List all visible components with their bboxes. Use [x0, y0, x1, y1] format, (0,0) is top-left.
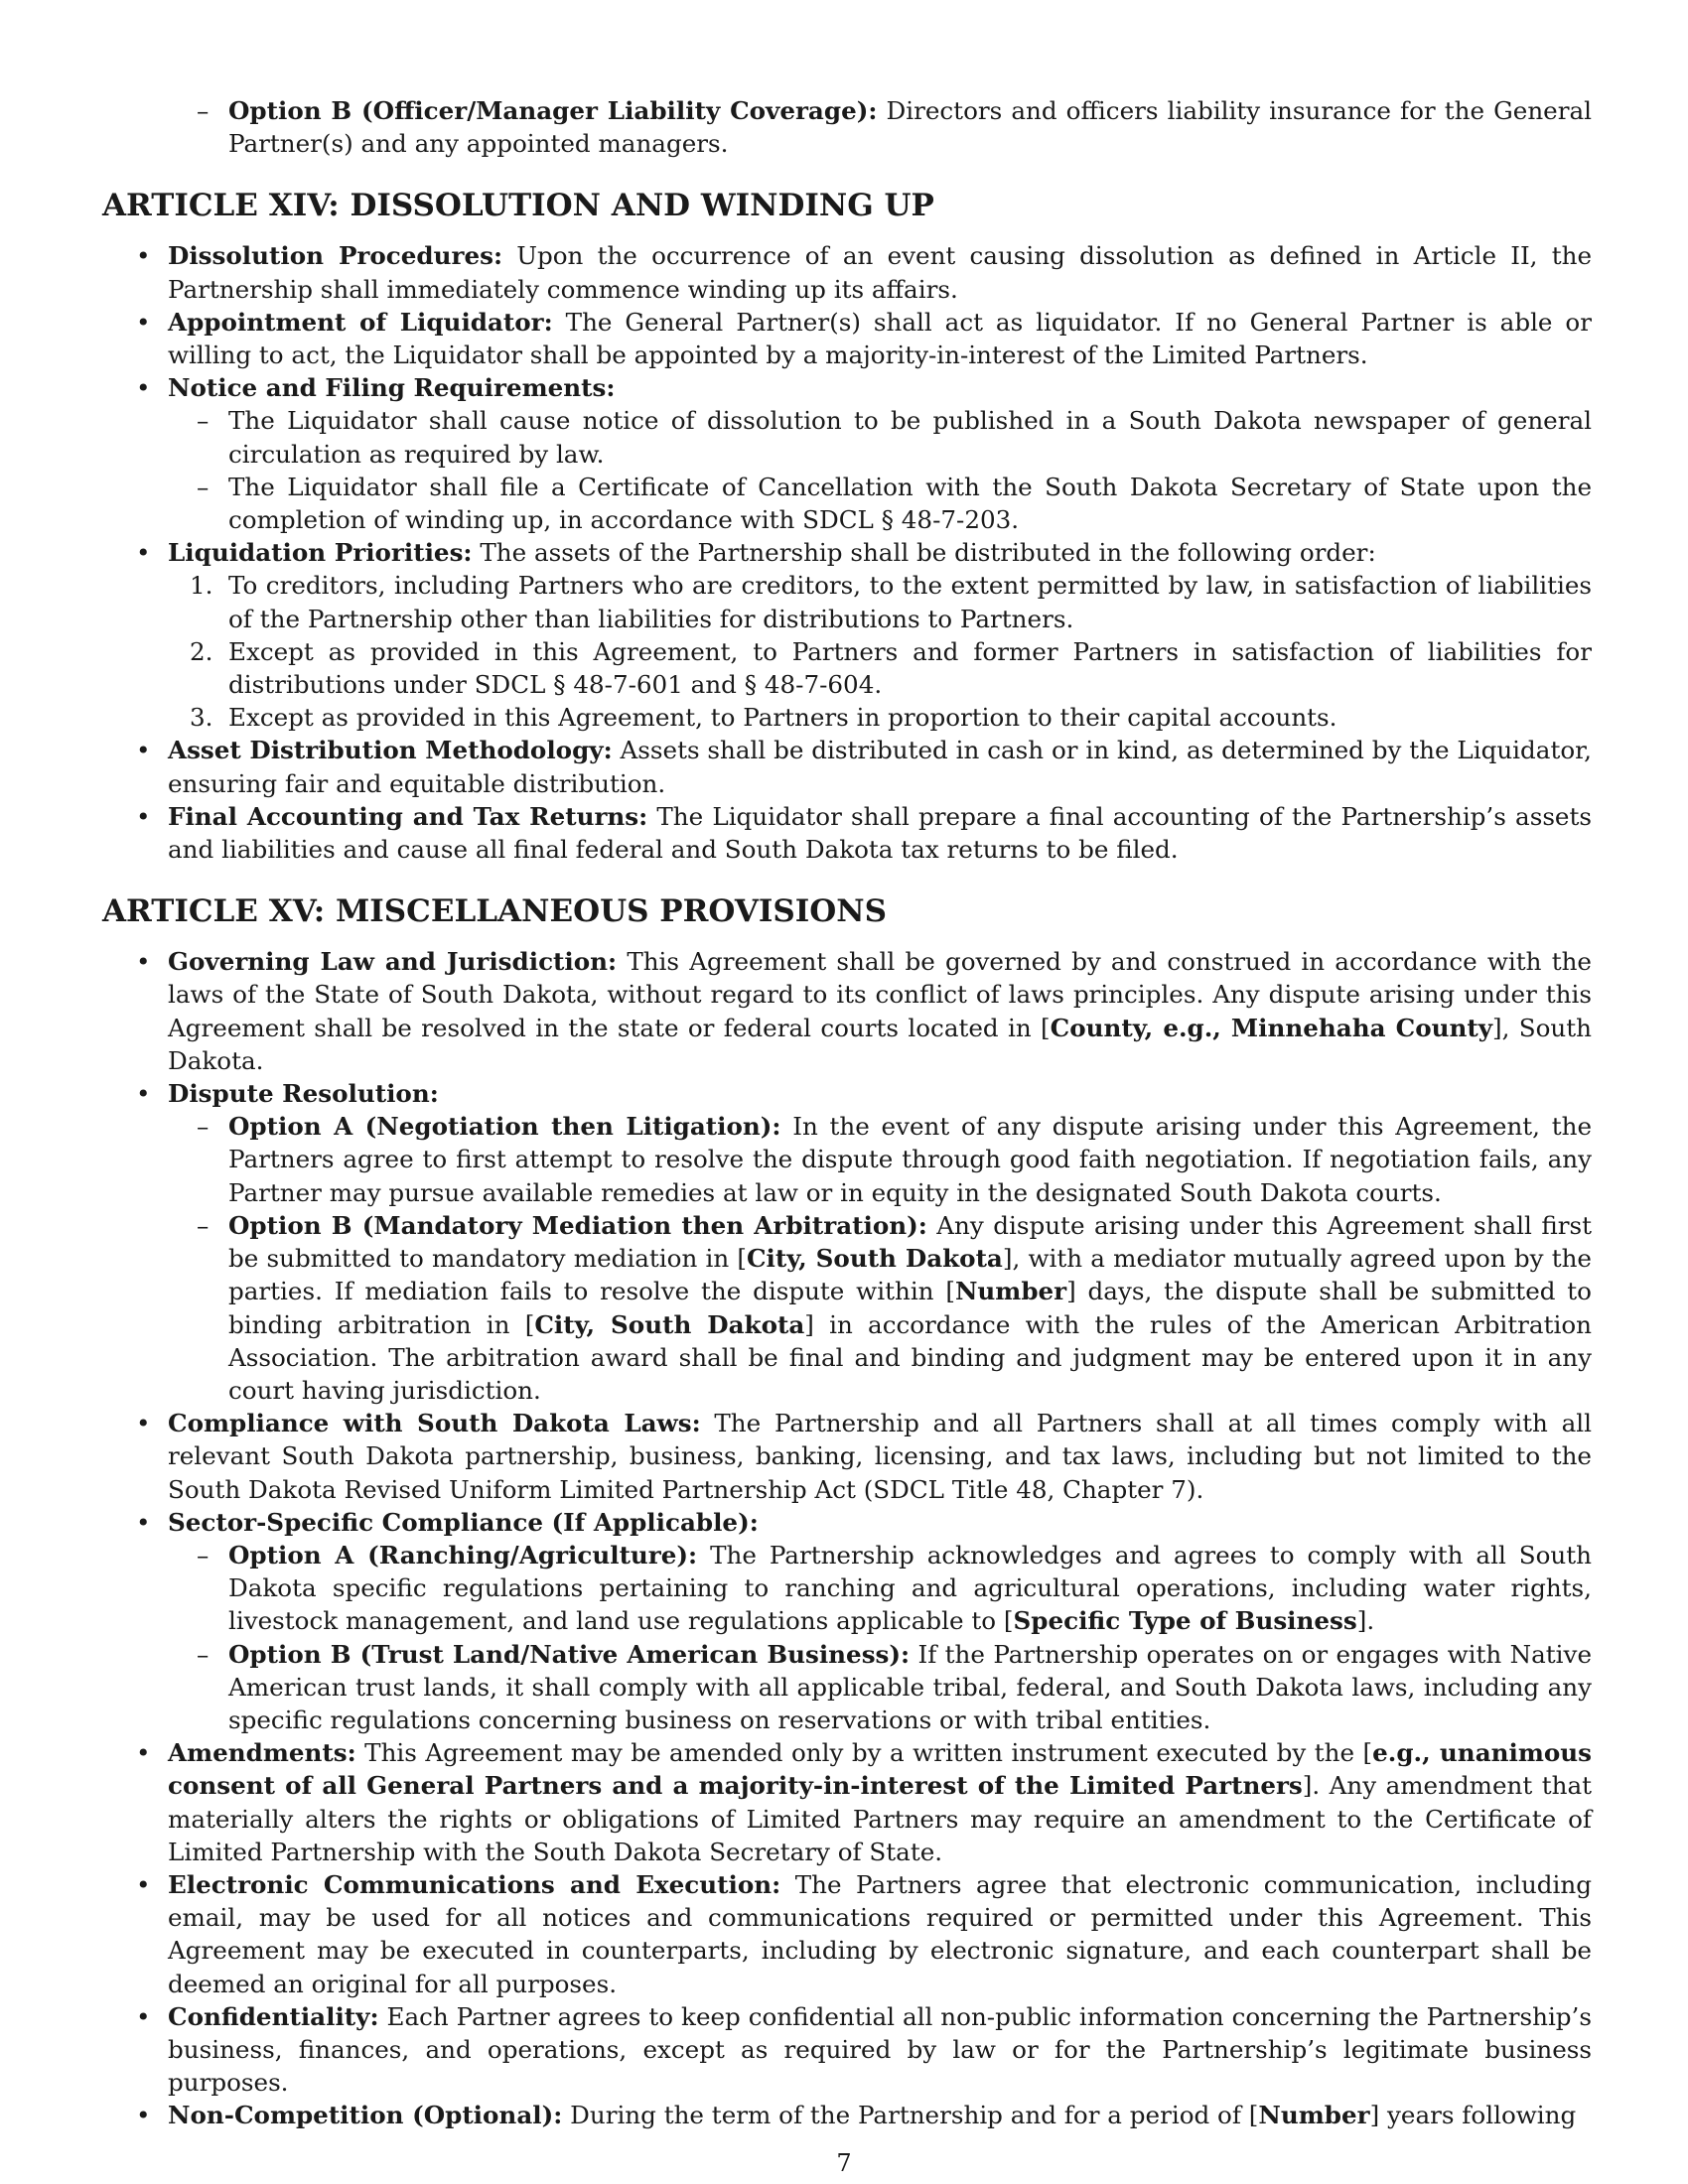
list-item: – The Liquidator shall file a Certificate of Cancellation with the South Dakota Secretary of State upon the completion of winding up, in accordance with SDCL § 48-7-203. [168, 471, 1592, 536]
article-xiv-heading: ARTICLE XIV: DISSOLUTION AND WINDING UP [102, 188, 934, 224]
list-item: • Governing Law and Jurisdiction: This Agreement shall be governed by and construed in accordance with the laws of the State of South Dakota, without regard to its conflict of laws principles. Any dispute arising under this Agreement shall be resolved in the state or federal courts located in [County, e.g., Minnehaha County], South Dakota. [102, 945, 1592, 1077]
sector-options-list [168, 1539, 1592, 1736]
list-item: • Sector-Specific Compliance (If Applicable): – Option A (Ranching/Agriculture): The Partnership acknowledges and agrees to comply with all South Dakota specific regulations pertaining to ranching and agricultural operations, including water rights, livestock management, and land use regulations applicable to [Specific Type of Business]. – Option B (Trust Land/Native American Business): If the Partnership operates on or engages with Native American trust lands, it shall comply with all applicable tribal, federal, and South Dakota laws, including any specific regulations concerning business on reservations or with tribal entities. [102, 1506, 1592, 1736]
list-item: • Compliance with South Dakota Laws: The Partnership and all Partners shall at all times comply with all relevant South Dakota partnership, business, banking, licensing, and tax laws, including but not limited to the South Dakota Revised Uniform Limited Partnership Act (SDCL Title 48, Chapter 7). [102, 1407, 1592, 1506]
list-item: – The Liquidator shall cause notice of dissolution to be published in a South Dakota newspaper of general circulation as required by law. [168, 404, 1592, 470]
list-item: – Option A (Ranching/Agriculture): The Partnership acknowledges and agrees to comply with all South Dakota specific regulations pertaining to ranching and agricultural operations, including water rights, livestock management, and land use regulations applicable to [Specific Type of Business]. [168, 1539, 1592, 1638]
list-item: • Non-Competition (Optional): During the term of the Partnership and for a period of [Number] years following [102, 2099, 1592, 2131]
list-item: • Confidentiality: Each Partner agrees to keep confidential all non-public information concerning the Partnership’s business, finances, and operations, except as required by law or for the Partnership’s legitimate business purposes. [102, 2000, 1592, 2100]
list-item: • Electronic Communications and Execution: The Partners agree that electronic communication, including email, may be used for all notices and communications required or permitted under this Agreement. This Agreement may be executed in counterparts, including by electronic signature, and each counterpart shall be deemed an original for all purposes. [102, 1868, 1592, 2000]
list-item: – Option B (Trust Land/Native American Business): If the Partnership operates on or engages with Native American trust lands, it shall comply with all applicable tribal, federal, and South Dakota laws, including any specific regulations concerning business on reservations or with tribal entities. [168, 1638, 1592, 1737]
list-item: • Liquidation Priorities: The assets of the Partnership shall be distributed in the following order: 1. To creditors, including Partners who are creditors, to the extent permitted by law, in satisfaction of liabilities of the Partnership other than liabilities for distributions to Partners. 2. Except as provided in this Agreement, to Partners and former Partners in satisfaction of liabilities for distributions under SDCL § 48-7-601 and § 48-7-604. 3. Except as provided in this Agreement, to Partners in proportion to their capital accounts. [102, 536, 1592, 734]
dispute-options-list [168, 1110, 1592, 1407]
list-item: • Dispute Resolution: – Option A (Negotiation then Litigation): In the event of any dispute arising under this Agreement, the Partners agree to first attempt to resolve the dispute through good faith negotiation. If negotiation fails, any Partner may pursue available remedies at law or in equity in the designated South Dakota courts. – Option B (Mandatory Mediation then Arbitration): Any dispute arising under this Agreement shall first be submitted to mandatory mediation in [City, South Dakota], with a mediator mutually agreed upon by the parties. If mediation fails to resolve the dispute within [Number] days, the dispute shall be submitted to binding arbitration in [City, South Dakota] in accordance with the rules of the American Arbitration Association. The arbitration award shall be final and binding and judgment may be entered upon it in any court having jurisdiction. [102, 1077, 1592, 1407]
list-item: – Option B (Mandatory Mediation then Arbitration): Any dispute arising under this Agreement shall first be submitted to mandatory mediation in [City, South Dakota], with a mediator mutually agreed upon by the parties. If mediation fails to resolve the dispute within [Number] days, the dispute shall be submitted to binding arbitration in [City, South Dakota] in accordance with the rules of the American Arbitration Association. The arbitration award shall be final and binding and judgment may be entered upon it in any court having jurisdiction. [168, 1209, 1592, 1407]
priorities-numbered-list [168, 569, 1592, 734]
list-item: – Option B (Officer/Manager Liability Coverage): Directors and officers liability insurance for the General Partner(s) and any appointed managers. [102, 94, 1592, 160]
list-item: • Notice and Filing Requirements: – The Liquidator shall cause notice of dissolution to be published in a South Dakota newspaper of general circulation as required by law. – The Liquidator shall file a Certificate of Cancellation with the South Dakota Secretary of State upon the completion of winding up, in accordance with SDCL § 48-7-203. [102, 371, 1592, 536]
list-item: – Option A (Negotiation then Litigation): In the event of any dispute arising under this Agreement, the Partners agree to first attempt to resolve the dispute through good faith negotiation. If negotiation fails, any Partner may pursue available remedies at law or in equity in the designated South Dakota courts. [168, 1110, 1592, 1209]
document-page [102, 94, 1592, 2132]
notice-sublist [168, 404, 1592, 536]
list-item: • Final Accounting and Tax Returns: The Liquidator shall prepare a final accounting of the Partnership’s assets and liabilities and cause all final federal and South Dakota tax returns to be filed. [102, 800, 1592, 866]
list-item: • Asset Distribution Methodology: Assets shall be distributed in cash or in kind, as determined by the Liquidator, ensuring fair and equitable distribution. [102, 734, 1592, 799]
list-item: 3. Except as provided in this Agreement, to Partners in proportion to their capital accounts. [190, 703, 1337, 733]
list-item: 2. Except as provided in this Agreement, to Partners and former Partners in satisfaction of liabilities for distributions under SDCL § 48-7-601 and § 48-7-604. [190, 636, 1592, 700]
page-number: 7 [836, 2149, 852, 2177]
continued-options-list [102, 94, 1592, 160]
article-xiv-list [102, 239, 1592, 866]
list-item: • Dissolution Procedures: Upon the occurrence of an event causing dissolution as defined in Article II, the Partnership shall immediately commence winding up its affairs. [102, 239, 1592, 305]
list-item: 1. To creditors, including Partners who are creditors, to the extent permitted by law, in satisfaction of liabilities of the Partnership other than liabilities for distributions to Partners. [190, 571, 1592, 633]
list-item: • Appointment of Liquidator: The General Partner(s) shall act as liquidator. If no General Partner is able or willing to act, the Liquidator shall be appointed by a majority-in-interest of the Limited Partners. [102, 306, 1592, 371]
article-xv-list [102, 945, 1592, 2131]
list-item: • Amendments: This Agreement may be amended only by a written instrument executed by the [e.g., unanimous consent of all General Partners and a majority-in-interest of the Limited Partners]. Any amendment that materially alters the rights or obligations of Limited Partners may require an amendment to the Certificate of Limited Partnership with the South Dakota Secretary of State. [102, 1736, 1592, 1868]
article-xv-heading: ARTICLE XV: MISCELLANEOUS PROVISIONS [102, 893, 887, 930]
